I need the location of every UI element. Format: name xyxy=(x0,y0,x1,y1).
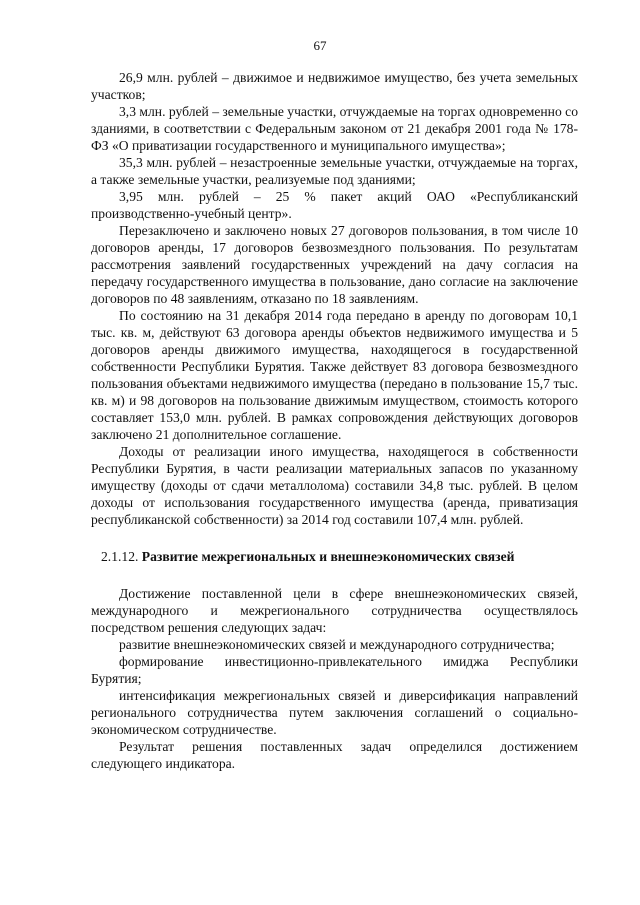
task-item-foreign-relations: развитие внешнеэкономических связей и международного сотрудничества; xyxy=(119,637,555,652)
paragraph-share-package: 3,95 млн. рублей – 25 % пакет акций ОАО «Республиканский производственно-учебный центр». xyxy=(91,189,578,221)
paragraph-use-agreements: Перезаключено и заключено новых 27 договоров пользования, в том числе 10 договоров аренды, 17 договоров безвозмездного пользования. По результатам рассмотрения заявлений государственных учреждений на дачу согласия на передачу государственного имущества в пользование, дано согласие на заключение договоров по 48 заявлениям, отказано по 18 заявлениям. xyxy=(91,223,578,306)
task-item-investment-image: формирование инвестиционно-привлекательного имиджа Республики Бурятия; xyxy=(91,654,578,686)
paragraph-goal-achievement: Достижение поставленной цели в сфере внешнеэкономических связей, международного и межрегионального сотрудничества осуществлялось посредством решения следующих задач: xyxy=(91,586,578,635)
paragraph-other-property-income: Доходы от реализации иного имущества, находящегося в собственности Республики Бурятия, в части реализации материальных запасов по указанному имуществу (доходы от сдачи металлолома) составили 34,8 тыс. рублей. В целом доходы от использования государственного имущества (аренда, приватизация республиканской собственности) за 2014 год составили 107,4 млн. рублей. xyxy=(91,444,578,527)
paragraph-lease-status: По состоянию на 31 декабря 2014 года передано в аренду по договорам 10,1 тыс. кв. м, действуют 63 договора аренды объектов недвижимого имущества и 5 договоров аренды движимого имущества, находящегося в государственной собственности Республики Бурятия. Также действует 83 договора безвозмездного пользования объектами недвижимого имущества (передано в пользование 15,7 тыс. кв. м) и 98 договоров на пользование движимым имуществом, стоимость которого составляет 153,0 млн. рублей. В рамках сопровождения действующих договоров заключено 21 дополнительное соглашение. xyxy=(91,308,578,442)
section-number: 2.1.12. xyxy=(101,549,139,564)
paragraph-movable-property: 26,9 млн. рублей – движимое и недвижимое имущество, без учета земельных участков; xyxy=(91,70,578,102)
paragraph-land-with-buildings: 3,3 млн. рублей – земельные участки, отчуждаемые на торгах одновременно со зданиями, в соответствии с Федеральным законом от 21 декабря 2001 года № 178-ФЗ «О приватизации государственного и муниципального имущества»; xyxy=(91,104,578,153)
page-number: 67 xyxy=(313,38,327,53)
task-item-interregional: интенсификация межрегиональных связей и диверсификация направлений регионального сотрудничества путем заключения соглашений о социально-экономическом сотрудничестве. xyxy=(91,688,578,737)
paragraph-result-indicator: Результат решения поставленных задач определился достижением следующего индикатора. xyxy=(91,739,578,771)
section-heading xyxy=(91,548,578,565)
paragraph-undeveloped-land: 35,3 млн. рублей – незастроенные земельные участки, отчуждаемые на торгах, а также земельные участки, реализуемые под зданиями; xyxy=(91,155,578,187)
section-title: Развитие межрегиональных и внешнеэкономических связей xyxy=(141,549,515,564)
document-body xyxy=(91,69,578,772)
